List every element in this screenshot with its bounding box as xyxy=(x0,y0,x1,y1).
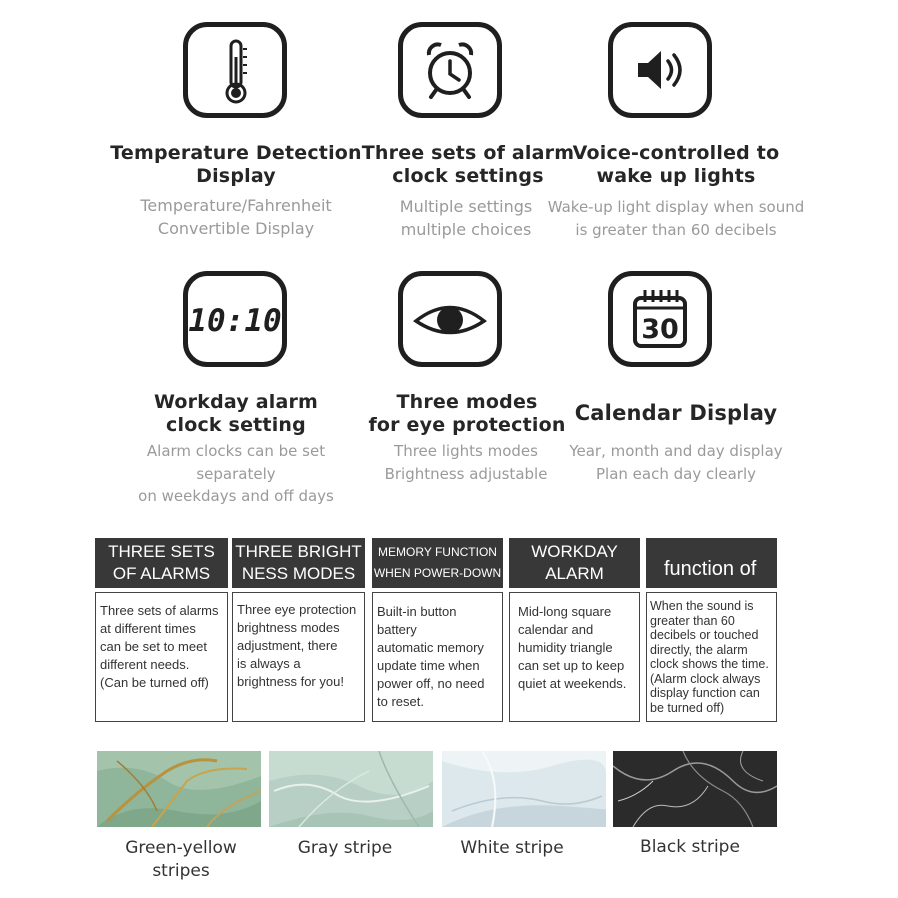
swatch-black[interactable] xyxy=(613,751,777,827)
feature-desc-calendar: Year, month and day display Plan each day clearly xyxy=(569,442,783,483)
gray-marble-image xyxy=(269,751,433,827)
function-column-brightness xyxy=(232,538,365,722)
eye-icon-box xyxy=(398,271,502,367)
swatch-label-black: Black stripe xyxy=(640,837,740,857)
function-body-memory: Built-in button battery automatic memory update time when power off, no need to reset. xyxy=(372,592,503,722)
swatch-green-yellow[interactable] xyxy=(97,751,261,827)
feature-title-eye: Three modes for eye protection xyxy=(368,391,566,436)
alarm-clock-icon xyxy=(403,27,497,113)
feature-desc-alarm: Multiple settings multiple choices xyxy=(399,197,533,239)
function-header-brightness: THREE BRIGHT NESS MODES xyxy=(232,538,365,588)
feature-title-alarm: Three sets of alarm clock settings xyxy=(361,142,575,187)
calendar-icon xyxy=(613,276,707,362)
function-body-alarms: Three sets of alarms at different times can be set to meet different needs. (Can be turned off) xyxy=(95,592,228,722)
speaker-icon xyxy=(613,27,707,113)
alarm-clock-icon-box xyxy=(398,22,502,118)
swatch-label-gray: Gray stripe xyxy=(297,838,393,858)
swatch-gray[interactable] xyxy=(269,751,433,827)
function-column-workday xyxy=(509,538,640,722)
white-marble-image xyxy=(442,751,606,827)
function-body-workday: Mid-long square calendar and humidity triangle can set up to keep quiet at weekends. xyxy=(509,592,640,722)
svg-text:30: 30 xyxy=(641,314,679,345)
thermometer-icon-box xyxy=(183,22,287,118)
swatch-label-white: White stripe xyxy=(460,838,564,858)
function-column-alarms xyxy=(95,538,228,722)
speaker-icon-box xyxy=(608,22,712,118)
function-body-brightness: Three eye protection brightness modes adjustment, there is always a brightness for you! xyxy=(232,592,365,722)
function-column-memory xyxy=(372,538,503,722)
function-header-alarms: THREE SETS OF ALARMS xyxy=(95,538,228,588)
feature-desc-eye: Three lights modes Brightness adjustable xyxy=(384,442,548,483)
function-header-display: function of xyxy=(646,538,777,588)
black-marble-image xyxy=(613,751,777,827)
eye-icon xyxy=(403,276,497,362)
feature-desc-workday: Alarm clocks can be set separately on weekdays and off days xyxy=(138,442,334,505)
feature-desc-temperature: Temperature/Fahrenheit Convertible Display xyxy=(140,196,332,238)
svg-text:10:10: 10:10 xyxy=(188,303,282,339)
feature-title-calendar: Calendar Display xyxy=(574,401,778,425)
thermometer-icon xyxy=(188,27,282,113)
calendar-icon-box xyxy=(608,271,712,367)
green-yellow-marble-image xyxy=(97,751,261,827)
swatch-white[interactable] xyxy=(442,751,606,827)
function-header-memory: MEMORY FUNCTION WHEN POWER-DOWN xyxy=(372,538,503,588)
swatch-label-green-yellow: Green-yellow stripes xyxy=(125,838,237,881)
digital-clock-icon-box xyxy=(183,271,287,367)
function-header-workday: WORKDAY ALARM xyxy=(509,538,640,588)
function-body-display: When the sound is greater than 60 decibels or touched directly, the alarm clock shows the time. (Alarm clock always display function can be turned off) xyxy=(646,592,777,722)
feature-title-temperature: Temperature Detection Display xyxy=(110,142,362,187)
feature-desc-voice: Wake-up light display when sound is greater than 60 decibels xyxy=(547,198,805,239)
function-column-display xyxy=(646,538,777,722)
feature-title-voice: Voice-controlled to wake up lights xyxy=(572,142,780,187)
feature-title-workday: Workday alarm clock setting xyxy=(153,391,319,436)
digital-clock-icon xyxy=(188,276,282,362)
